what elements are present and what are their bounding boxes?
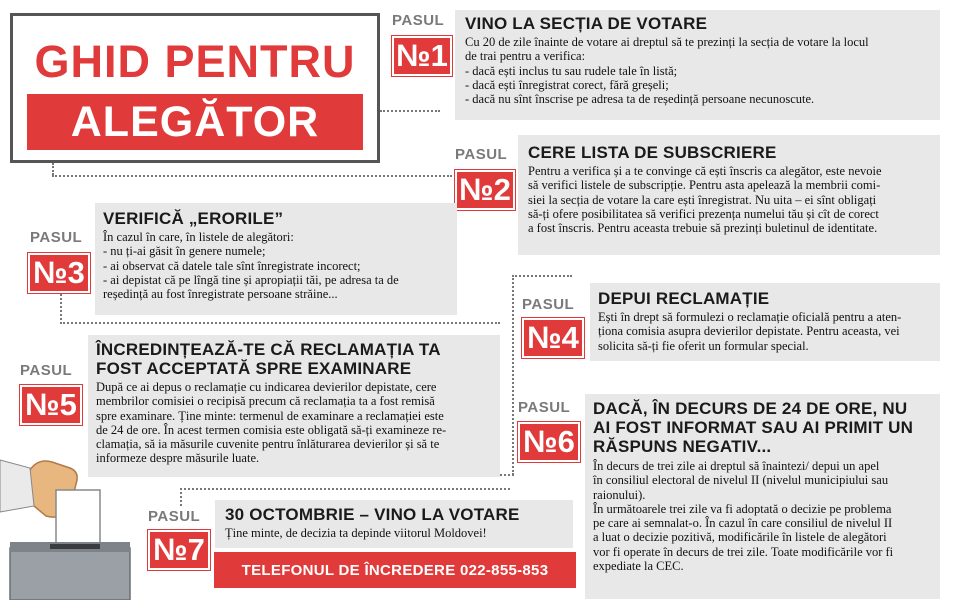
connector-title-down [52,163,54,175]
connector-5-6 [500,474,514,476]
step-2-pasul-label: PASUL [455,146,508,163]
step-4-title: DEPUI RECLAMAȚIE [598,289,770,308]
step-3-pasul-label: PASUL [30,229,83,246]
title-box [10,13,380,163]
sleeve-shape [0,460,34,512]
step-3-number-badge: №3 [28,253,90,293]
step-1-number-badge: №1 [392,36,452,76]
connector-1-2 [380,110,440,112]
page-subtitle: ALEGĂTOR [70,97,320,146]
step-5-number-badge: №5 [20,385,82,425]
step-7-pasul-label: PASUL [148,508,201,525]
ballot-box-icon [10,548,130,600]
step-5-panel [88,335,500,477]
step-2-title: CERE LISTA DE SUBSCRIERE [528,143,777,162]
step-7-number-badge: №7 [148,530,210,570]
step-7-text: Ține minte, de decizia ta depinde viitorul Moldovei! [225,526,487,540]
step-1-text: Cu 20 de zile înainte de votare ai dreptul să te prezinți la secția de votare la locul de trai pentru a verifica: - dacă ești inclus tu sau rudele tale în listă; - dacă ești înregistrat corect, fără greșeli; - dacă nu sînt înscrise pe adresa ta de reședință persoane necunoscute. [465,35,869,107]
ballot-paper-icon [56,490,100,548]
step-2-panel [518,135,940,255]
step-1-pasul-label: PASUL [392,12,445,29]
connector-7-vert [180,488,182,506]
step-4-pasul-label: PASUL [522,296,575,313]
step-3-text: În cazul în care, în listele de alegători: - nu ți-ai găsit în genere numele; - ai observat că datele tale sînt înregistrate incorect; - ai depistat că pe lîngă tine și apropiații tăi, pe adresa ta de reședință au fost înregistrate persoane străine... [103,230,399,302]
step-2-text: Pentru a verifica și a te convinge că ești înscris ca alegător, este nevoie să verifici listele de subscripție. Pentru asta apelează la membrii comi- siei la secția de votare la care ești înregistrat. Nu uita – ei sînt obligați să-ți ofere posibilitatea să verifici prezența numelui tău și cît de corect a fost înscris. Pentru aceasta trebuie să prezinți buletinul de identitate. [528,164,882,236]
step-6-panel [585,394,940,599]
step-4-panel [590,283,940,361]
step-1-title: VINO LA SECȚIA DE VOTARE [465,14,708,33]
connector-3-down [60,290,62,320]
step-6-title: DACĂ, ÎN DECURS DE 24 DE ORE, NU AI FOST INFORMAT SAU AI PRIMIT UN RĂSPUNS NEGATIV... [593,399,914,456]
step-5-pasul-label: PASUL [20,362,73,379]
step-7-panel [215,500,573,548]
step-6-number-badge: №6 [518,422,580,462]
ballot-box-illustration [0,450,140,600]
page-title: GHID PENTRU [34,36,356,87]
connector-4-top [512,275,572,277]
step-4-text: Ești în drept să formulezi o reclamație oficială pentru a aten- ționa comisia asupra devierilor depistate. Pentru aceasta, vei solicita să-ți fie oferit un formular special. [598,310,902,353]
step-2-number-badge: №2 [455,170,515,210]
step-5-title: ÎNCREDINȚEAZĂ-TE CĂ RECLAMAȚIA TA FOST ACCEPTATĂ SPRE EXAMINARE [96,340,441,378]
connector-6-7 [180,488,510,490]
step-5-text: După ce ai depus o reclamație cu indicarea devierilor depistate, cere membrilor comisiei o recipisă precum că reclamația ta a fost remisă spre examinare. Ține minte: termenul de examinare a reclamației este de 24 de ore. În acest termen comisia este obligată să-ți examineze re- clamația, să ia măsurile cuvenite pentru înlăturarea devierilor și să te informeze despre măsurile luate. [96,380,447,466]
step-3-title: VERIFICĂ „ERORILE” [103,209,284,228]
step-1-panel [455,10,940,120]
connector-3-4 [60,322,500,324]
step-7-title: 30 OCTOMBRIE – VINO LA VOTARE [225,505,520,524]
connector-4-vert [512,275,514,475]
ballot-box-slot [50,544,100,549]
step-6-pasul-label: PASUL [518,399,571,416]
step-3-panel [95,203,457,315]
title-band [27,94,363,150]
step-4-number-badge: №4 [522,318,584,358]
step-6-text: În decurs de trei zile ai dreptul să înaintezi/ depui un apel în consiliul electoral de nivelul II (nivelul municipiului sau raionului). În următoarele trei zile va fi adoptată o decizie pe problema pe care ai semnalat-o. În cazul în care consiliul de nivelul II a luat o decizie pozitivă, modificările în listele de alegători vor fi operate în decurs de trei zile. Toate modificările vor fi expediate la CEC. [593,459,894,574]
hotline-banner: TELEFONUL DE ÎNCREDERE 022-855-853 [214,552,576,588]
connector-2-3 [52,175,452,177]
